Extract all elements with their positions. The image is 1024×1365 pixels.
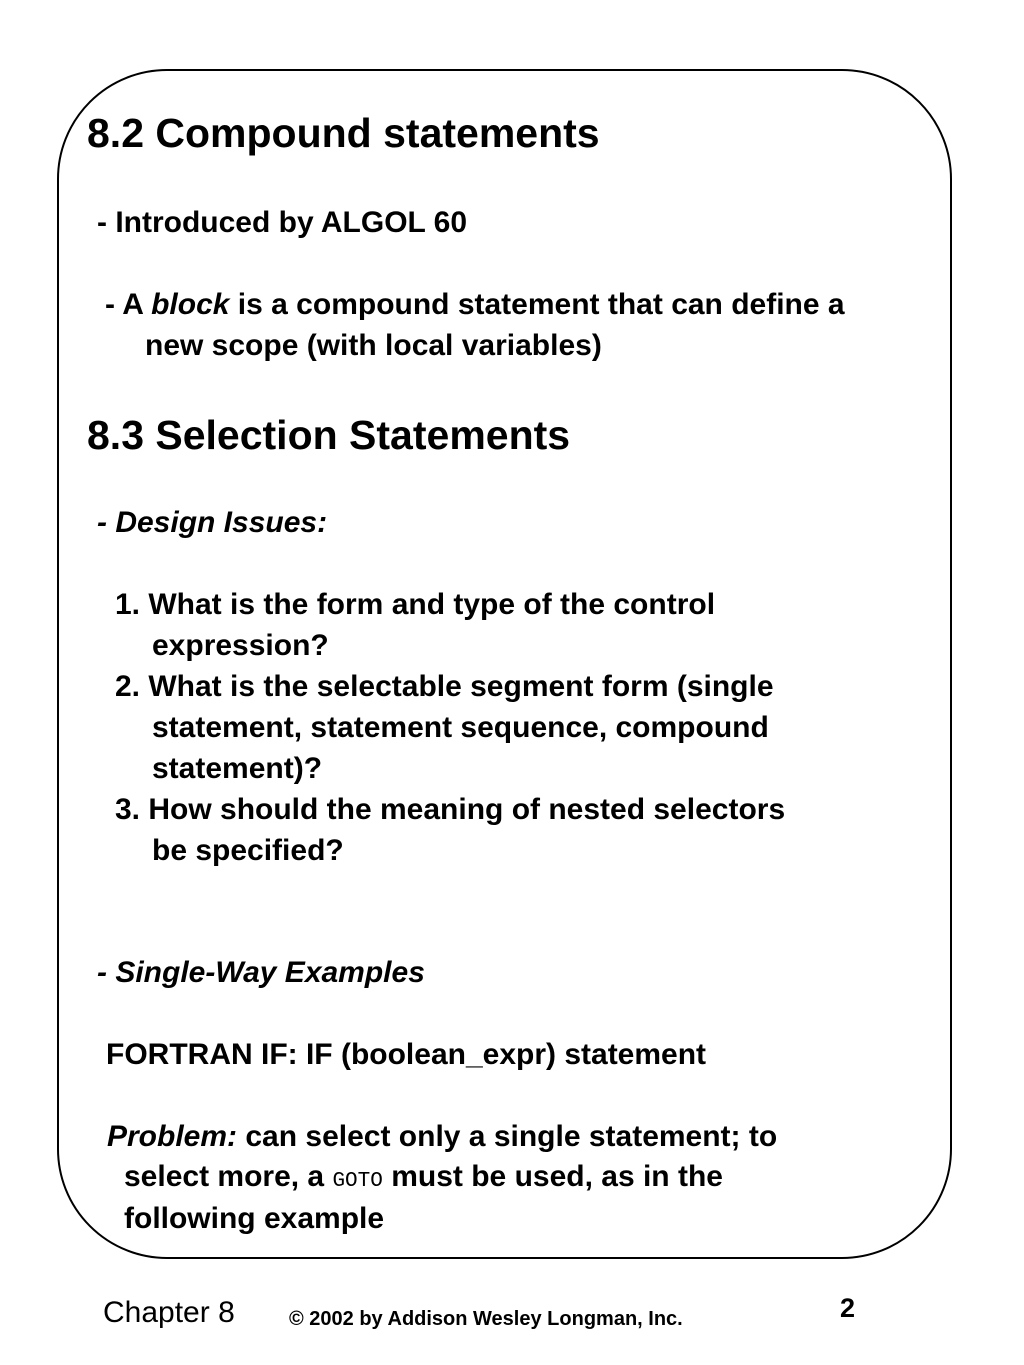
fortran-if-line: FORTRAN IF: IF (boolean_expr) statement — [106, 1038, 707, 1071]
footer-chapter: Chapter 8 — [103, 1296, 235, 1329]
bullet-block-rest: is a compound statement that can define a — [229, 288, 845, 321]
problem-line2-suffix: must be used, as in the — [382, 1160, 723, 1193]
issue-1-line2: expression? — [152, 629, 329, 662]
bullet-block-definition-line2: new scope (with local variables) — [145, 329, 602, 362]
slide-frame — [57, 69, 952, 1259]
footer-copyright: © 2002 by Addison Wesley Longman, Inc. — [289, 1308, 683, 1330]
section-heading-selection-statements — [87, 412, 570, 459]
problem-line2-prefix: select more, a — [124, 1160, 333, 1193]
problem-line1 — [107, 1120, 777, 1154]
problem-line3: following example — [124, 1202, 385, 1235]
issue-1-line1: 1. What is the form and type of the control — [115, 588, 716, 621]
problem-label: Problem: — [107, 1120, 238, 1153]
issue-2-line2: statement, statement sequence, compound — [152, 711, 769, 744]
single-way-examples-label: - Single-Way Examples — [97, 956, 425, 989]
problem-line2 — [124, 1160, 723, 1194]
section-heading-compound-statements: 8.2 Compound statements — [87, 110, 600, 156]
issue-2-line3: statement)? — [152, 752, 323, 785]
section-heading-selection-text: 8.3 Selection Statements — [87, 412, 571, 458]
issue-2-line1: 2. What is the selectable segment form (single — [115, 670, 774, 703]
bullet-block-prefix: - A — [105, 288, 152, 321]
block-term: block — [151, 288, 230, 321]
design-issues-label: - Design Issues: — [97, 506, 328, 539]
footer-page-number: 2 — [840, 1293, 856, 1323]
bullet-block-definition — [105, 288, 845, 322]
bullet-introduced-by-algol: - Introduced by ALGOL 60 — [97, 206, 468, 239]
issue-3-line2: be specified? — [152, 834, 344, 867]
issue-3-line1: 3. How should the meaning of nested selectors — [115, 793, 786, 826]
problem-line1-rest: can select only a single statement; to — [237, 1120, 778, 1153]
goto-keyword: GOTO — [332, 1170, 383, 1193]
